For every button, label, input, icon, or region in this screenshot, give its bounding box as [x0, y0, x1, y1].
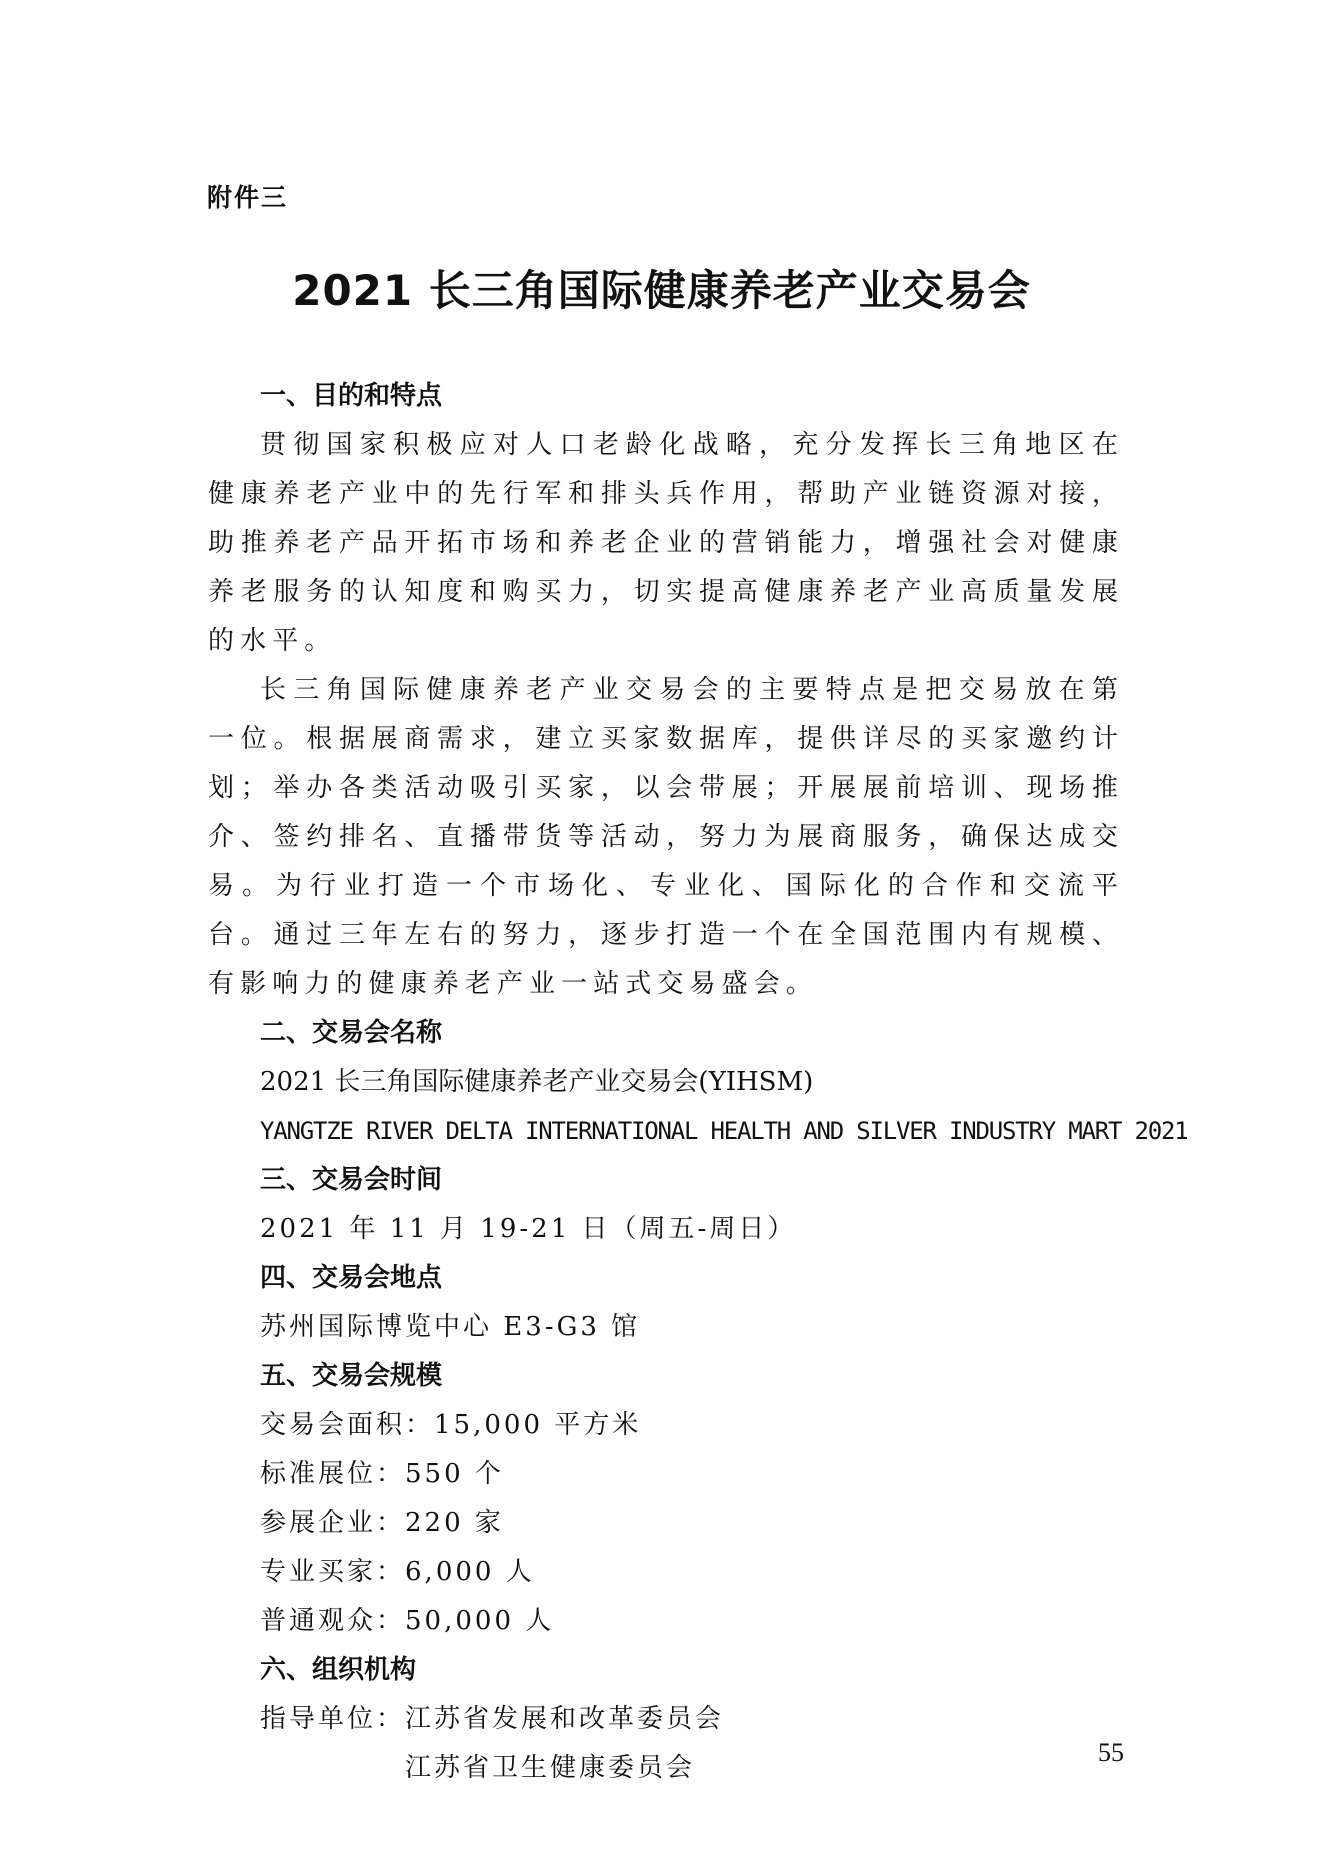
section-mart-name — [208, 1009, 1188, 1156]
guiding-units-list — [405, 1695, 724, 1793]
mart-date: 2021 年 11 月 19-21 日（周五-周日） — [260, 1214, 797, 1244]
scale-item-area — [208, 1401, 1124, 1450]
scale-label: 交易会面积： — [260, 1410, 435, 1440]
scale-label: 标准展位： — [260, 1459, 406, 1489]
guiding-unit: 江苏省卫生健康委员会 — [405, 1753, 696, 1783]
paragraph: 贯彻国家积极应对人口老龄化战略，充分发挥长三角地区在健康养老产业中的先行军和排头兵作用，帮助产业链资源对接，助推养老产品开拓市场和养老企业的营销能力，增强社会对健康养老服务的认知度和购买力，切实提高健康养老产业高质量发展的水平。 — [208, 430, 1124, 656]
scale-value: 15,000 平方米 — [434, 1410, 642, 1440]
guiding-unit: 江苏省发展和改革委员会 — [405, 1704, 725, 1734]
mart-name-chinese: 2021 长三角国际健康养老产业交易会(YIHSM) — [260, 1067, 814, 1097]
section-heading: 六、组织机构 — [260, 1655, 417, 1685]
mart-venue: 苏州国际博览中心 E3-G3 馆 — [260, 1312, 641, 1342]
section-heading: 四、交易会地点 — [260, 1263, 443, 1293]
paragraph: 长三角国际健康养老产业交易会的主要特点是把交易放在第一位。根据展商需求，建立买家数据库，提供详尽的买家邀约计划；举办各类活动吸引买家，以会带展；开展展前培训、现场推介、签约排名、直播带货等活动，努力为展商服务，确保达成交易。为行业打造一个市场化、专业化、国际化的合作和交流平台。通过三年左右的努力，逐步打造一个在全国范围内有规模、有影响力的健康养老产业一站式交易盛会。 — [208, 675, 1124, 999]
document-title: 2021 长三角国际健康养老产业交易会 — [292, 266, 1031, 315]
page-number: 55 — [1098, 1738, 1124, 1767]
section-heading: 二、交易会名称 — [260, 1018, 443, 1048]
scale-value: 50,000 人 — [405, 1606, 555, 1636]
scale-label: 专业买家： — [260, 1557, 406, 1587]
guiding-units-row — [208, 1695, 1124, 1793]
scale-label: 参展企业： — [260, 1508, 406, 1538]
scale-item-buyers — [208, 1548, 1124, 1597]
guiding-units-label: 指导单位： — [260, 1704, 406, 1734]
document-body — [208, 372, 1188, 1793]
scale-item-exhibitors — [208, 1499, 1124, 1548]
section-mart-venue — [208, 1254, 1124, 1352]
scale-value: 220 家 — [405, 1508, 504, 1538]
scale-value: 550 个 — [405, 1459, 504, 1489]
section-mart-scale — [208, 1352, 1124, 1646]
section-purpose-features — [208, 372, 1124, 1009]
section-mart-time — [208, 1156, 1124, 1254]
section-heading: 一、目的和特点 — [260, 381, 443, 411]
scale-item-booths — [208, 1450, 1124, 1499]
section-organization — [208, 1646, 1124, 1793]
annex-label: 附件三 — [207, 183, 289, 212]
section-heading: 五、交易会规模 — [260, 1361, 443, 1391]
mart-name-english: YANGTZE RIVER DELTA INTERNATIONAL HEALTH AND SILVER INDUSTRY MART 2021 — [260, 1117, 1188, 1145]
scale-item-visitors — [208, 1597, 1124, 1646]
scale-label: 普通观众： — [260, 1606, 406, 1636]
scale-value: 6,000 人 — [405, 1557, 535, 1587]
section-heading: 三、交易会时间 — [260, 1165, 443, 1195]
